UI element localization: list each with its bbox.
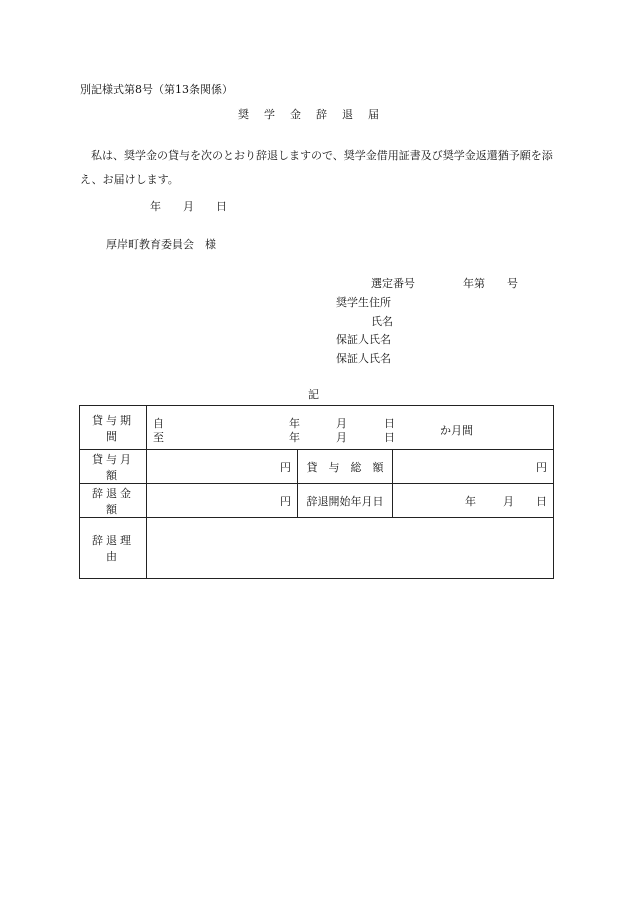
yen-unit: 円 bbox=[280, 494, 291, 508]
period-label: 貸与期間 bbox=[80, 406, 147, 450]
submission-date: 年 月 日 bbox=[150, 200, 227, 213]
selection-number-value: 年第 号 bbox=[463, 277, 518, 290]
decline-start-month: 月 bbox=[503, 494, 514, 508]
decline-start-day: 日 bbox=[536, 494, 547, 508]
reason-field[interactable] bbox=[147, 518, 554, 579]
from-label: 自 bbox=[153, 416, 164, 430]
from-day: 日 bbox=[384, 416, 395, 430]
body-paragraph: 私は、奨学金の貸与を次のとおり辞退しますので、奨学金借用証書及び奨学金返還猶予願を添え、お届けします。 bbox=[80, 149, 553, 186]
decline-amount-field[interactable] bbox=[147, 484, 298, 518]
yen-unit: 円 bbox=[280, 460, 291, 474]
total-amount-label: 貸 与 総 額 bbox=[298, 450, 393, 484]
monthly-amount-field[interactable] bbox=[147, 450, 298, 484]
guarantor-name-label-2: 保証人氏名 bbox=[336, 352, 391, 365]
selection-number-label: 選定番号 bbox=[371, 277, 415, 290]
name-label: 氏名 bbox=[371, 315, 393, 328]
detail-table bbox=[79, 405, 554, 579]
monthly-amount-label: 貸与月額 bbox=[80, 450, 147, 484]
to-month: 月 bbox=[336, 430, 347, 444]
total-amount-field[interactable] bbox=[393, 450, 554, 484]
decline-start-label: 辞退開始年月日 bbox=[298, 484, 393, 518]
form-number-label: 別記様式第8号（第13条関係） bbox=[80, 83, 233, 96]
reason-label: 辞退理由 bbox=[80, 518, 147, 579]
months-label: か月間 bbox=[440, 423, 473, 437]
from-month: 月 bbox=[336, 416, 347, 430]
guarantor-name-label-1: 保証人氏名 bbox=[336, 333, 391, 346]
yen-unit: 円 bbox=[536, 460, 548, 474]
addressee: 厚岸町教育委員会 様 bbox=[106, 238, 216, 251]
decline-start-year: 年 bbox=[465, 494, 476, 508]
document-title: 奨 学 金 辞 退 届 bbox=[238, 108, 381, 121]
student-address-label: 奨学生住所 bbox=[336, 296, 391, 309]
period-cell bbox=[147, 406, 554, 450]
table-row bbox=[80, 518, 554, 579]
table-row bbox=[80, 450, 554, 484]
table-row bbox=[80, 484, 554, 518]
decline-start-field[interactable] bbox=[393, 484, 554, 518]
record-heading: 記 bbox=[308, 388, 319, 401]
decline-amount-label: 辞退金額 bbox=[80, 484, 147, 518]
to-label: 至 bbox=[153, 430, 164, 444]
to-year: 年 bbox=[289, 430, 300, 444]
from-year: 年 bbox=[289, 416, 300, 430]
table-row bbox=[80, 406, 554, 450]
to-day: 日 bbox=[384, 430, 395, 444]
